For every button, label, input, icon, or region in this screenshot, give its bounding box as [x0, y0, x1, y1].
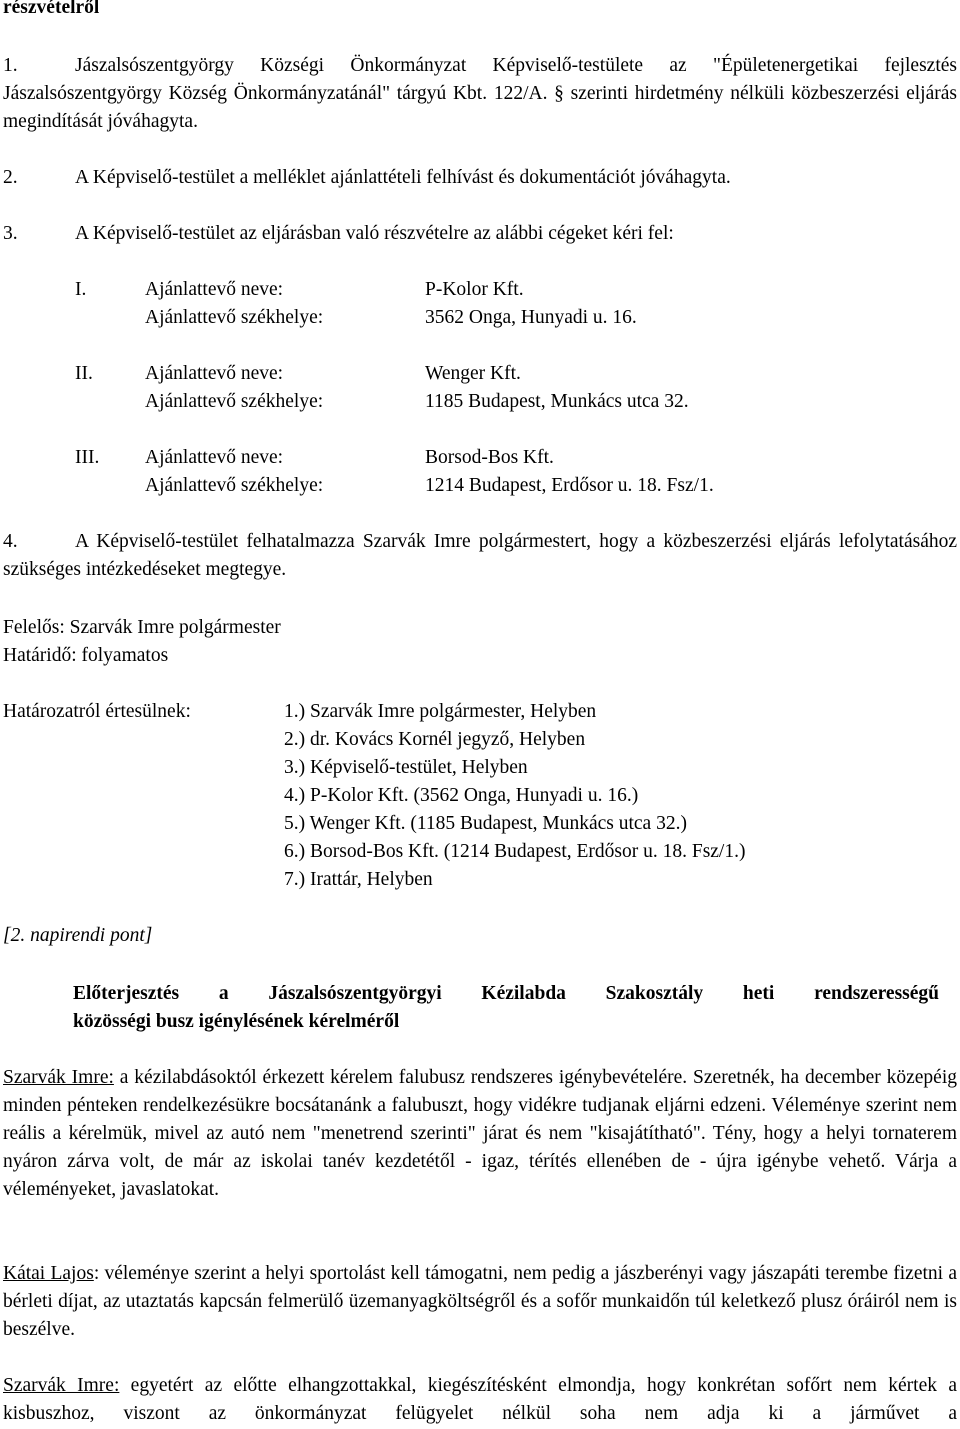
bidder-name-label: Ajánlattevő neve:: [145, 363, 284, 384]
bidder-name-label: Ajánlattevő neve:: [145, 447, 284, 468]
list-item: 1.) Szarvák Imre polgármester, Helyben: [284, 701, 597, 722]
speech-1: [3, 1064, 957, 1204]
bidder-name: Borsod-Bos Kft.: [425, 447, 554, 468]
agenda-title-line: Előterjesztés a Jászalsószentgyörgyi Kézilabda Szakosztály heti rendszerességű: [73, 983, 939, 1004]
speaker-name: Szarvák Imre:: [3, 1375, 120, 1396]
point-text: A Képviselő-testület az eljárásban való részvételre az alábbi cégeket kéri fel:: [75, 223, 674, 244]
bidder-name: Wenger Kft.: [425, 363, 521, 384]
speech-text: egyetért az előtte elhangzottakkal, kiegészítésként elmondja, hogy konkrétan sofőrt nem kértek a kisbuszhoz, viszont az önkormányzat felügyelet nélkül soha nem adja ki a járművet a: [3, 1375, 957, 1424]
agenda-marker: [2. napirendi pont]: [3, 925, 153, 946]
agenda-title-line: közösségi busz igénylésének kérelméről: [73, 1011, 400, 1032]
section-heading: részvételről: [3, 0, 100, 18]
point-text: A Képviselő-testület a melléklet ajánlattételi felhívást és dokumentációt jóváhagyta.: [75, 167, 731, 188]
deadline-line: Határidő: folyamatos: [3, 645, 169, 666]
speech-text: : véleménye szerint a helyi sportolást kell támogatni, nem pedig a jászberényi vagy jászapáti terembe fizetni a bérleti díjat, az utaztatás kapcsán felmerülő üzemanyagköltségről és a sofőr munkaidőn túl keletkező plusz óráiról nem is beszélve.: [3, 1263, 957, 1340]
list-item: 6.) Borsod-Bos Kft. (1214 Budapest, Erdősor u. 18. Fsz/1.): [284, 841, 746, 862]
resolution-point-2: [3, 164, 957, 192]
bidder-name: P-Kolor Kft.: [425, 279, 524, 300]
point-text: A Képviselő-testület felhatalmazza Szarvák Imre polgármestert, hogy a közbeszerzési eljárás lefolytatásához szükséges intézkedéseket megtegye.: [3, 531, 957, 580]
point-number: 4.: [3, 531, 18, 552]
speaker-name: Kátai Lajos: [3, 1263, 94, 1284]
point-number: 1.: [3, 55, 18, 76]
resolution-point-3: [3, 220, 957, 248]
list-item: 7.) Irattár, Helyben: [284, 869, 433, 890]
bidder-name-label: Ajánlattevő neve:: [145, 279, 284, 300]
bidder-seat-label: Ajánlattevő székhelye:: [145, 307, 324, 328]
agenda-title: [73, 980, 939, 1036]
resolution-point-4: [3, 528, 957, 584]
bidder-seat: 1185 Budapest, Munkács utca 32.: [425, 391, 689, 412]
list-item: 3.) Képviselő-testület, Helyben: [284, 757, 528, 778]
speech-2: [3, 1260, 957, 1344]
bidder-2: [3, 360, 957, 416]
speech-3: [3, 1372, 957, 1428]
point-number: 2.: [3, 167, 18, 188]
notified-label: Határozatról értesülnek:: [3, 701, 191, 722]
bidder-roman: III.: [75, 447, 100, 468]
bidder-seat-label: Ajánlattevő székhelye:: [145, 391, 324, 412]
bidder-seat: 3562 Onga, Hunyadi u. 16.: [425, 307, 637, 328]
list-item: 2.) dr. Kovács Kornél jegyző, Helyben: [284, 729, 586, 750]
responsible-line: Felelős: Szarvák Imre polgármester: [3, 617, 281, 638]
list-item: 4.) P-Kolor Kft. (3562 Onga, Hunyadi u. 16.): [284, 785, 639, 806]
bidder-seat-label: Ajánlattevő székhelye:: [145, 475, 324, 496]
bidder-3: [3, 444, 957, 500]
point-text: Jászalsószentgyörgy Községi Önkormányzat Képviselő-testülete az "Épületenergetikai fejlesztés Jászalsószentgyörgy Község Önkormányzatánál" tárgyú Kbt. 122/A. § szerinti hirdetmény nélküli közbeszerzési eljárás megindítását jóváhagyta.: [3, 55, 957, 132]
bidder-roman: I.: [75, 279, 87, 300]
bidder-roman: II.: [75, 363, 93, 384]
list-item: 5.) Wenger Kft. (1185 Budapest, Munkács utca 32.): [284, 813, 687, 834]
bidder-1: [3, 276, 957, 332]
resolution-point-1: [3, 52, 957, 136]
bidder-seat: 1214 Budapest, Erdősor u. 18. Fsz/1.: [425, 475, 714, 496]
speech-text: a kézilabdásoktól érkezett kérelem falubusz rendszeres igénybevételére. Szeretnék, ha december közepéig minden pénteken rendelkezésükre bocsátanánk a falubuszt, hogy vidékre tudjanak eljárni edzeni. Véleménye szerint nem reális a kérelmük, mivel az autó nem "menetrend szerinti" járat és nem "kisajátítható". Tény, hogy a helyi tornaterem nyáron zárva volt, de már az iskolai tanév kezdetétől - igaz, térítés ellenében de - újra igénybe vehető. Várja a véleményeket, javaslatokat.: [3, 1067, 957, 1200]
speaker-name: Szarvák Imre:: [3, 1067, 114, 1088]
notified-list: [284, 698, 954, 894]
point-number: 3.: [3, 223, 18, 244]
